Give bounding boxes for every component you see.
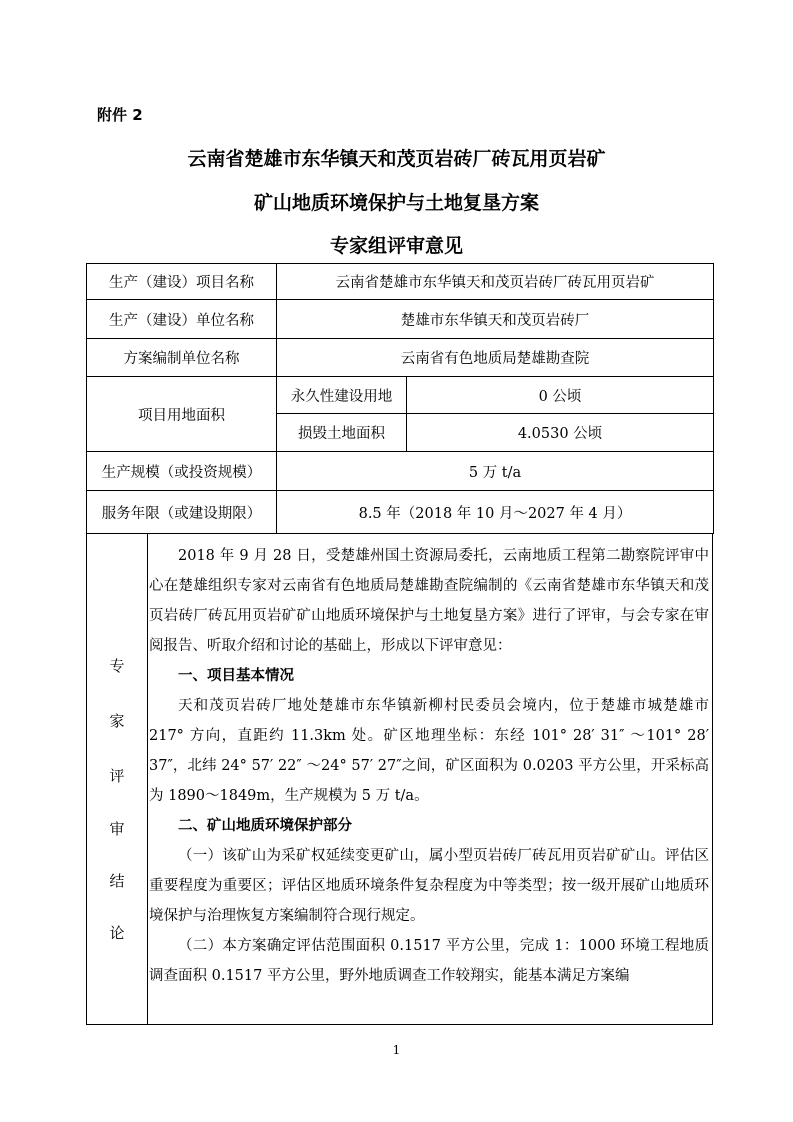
unit-name-value: 楚雄市东华镇天和茂页岩砖厂 — [277, 300, 714, 339]
document-title-line-2: 矿山地质环境保护与土地复垦方案 — [253, 192, 539, 214]
table-row — [87, 339, 714, 377]
permanent-land-label: 永久性建设用地 — [277, 377, 407, 414]
service-label: 服务年限（或建设期限） — [87, 491, 277, 534]
table-row — [87, 491, 714, 534]
table-row — [87, 452, 714, 491]
conclusion-body — [149, 541, 709, 991]
service-value: 8.5 年（2018 年 10 月～2027 年 4 月） — [277, 491, 714, 534]
conclusion-label-char: 家 — [109, 712, 125, 730]
conclusion-label-char: 专 — [109, 657, 125, 675]
section-1-heading: 一、项目基本情况 — [178, 668, 294, 684]
author-label: 方案编制单位名称 — [87, 339, 277, 377]
damaged-land-value: 4.0530 公顷 — [407, 414, 714, 452]
scale-value: 5 万 t/a — [277, 452, 714, 491]
project-info-table — [86, 263, 714, 534]
intro-paragraph: 2018 年 9 月 28 日，受楚雄州国土资源局委托，云南地质工程第二勘察院评审中心在楚雄组织专家对云南省有色地质局楚雄勘查院编制的《云南省楚雄市东华镇天和茂页岩砖厂砖瓦用页岩矿矿山地质环境保护与土地复垦方案》进行了评审，与会专家在审阅报告、听取介绍和讨论的基础上，形成以下评审意见： — [149, 548, 709, 654]
land-area-label: 项目用地面积 — [87, 377, 277, 452]
expert-conclusion-section — [86, 533, 713, 1025]
author-value: 云南省有色地质局楚雄勘查院 — [277, 339, 714, 377]
project-name-value: 云南省楚雄市东华镇天和茂页岩砖厂砖瓦用页岩矿 — [277, 264, 714, 300]
conclusion-label-char: 评 — [109, 767, 125, 785]
conclusion-label-char: 论 — [109, 924, 125, 942]
damaged-land-label: 损毁土地面积 — [277, 414, 407, 452]
section-2-paragraph-1: （一）该矿山为采矿权延续变更矿山，属小型页岩砖厂砖瓦用页岩矿矿山。评估区重要程度为重要区；评估区地质环境条件复杂程度为中等类型；按一级开展矿山地质环境保护与治理恢复方案编制符合现行规定。 — [149, 848, 709, 924]
conclusion-label-char: 审 — [109, 820, 125, 838]
table-row — [87, 377, 714, 414]
section-2-heading: 二、矿山地质环境保护部分 — [178, 818, 352, 834]
document-title-line-3: 专家组评审意见 — [329, 235, 463, 257]
table-row — [87, 300, 714, 339]
table-row — [87, 264, 714, 300]
section-1-paragraph: 天和茂页岩砖厂地处楚雄市东华镇新柳村民委员会境内，位于楚雄市城楚雄市 217° 方向，直距约 11.3km 处。矿区地理坐标：东经 101° 28′ 31″ ～101° 28′ 37″，北纬 24° 57′ 22″ ～24° 57′ 27″之间，矿区面积为 0.0203 平方公里，开采标高为 1890～1849m，生产规模为 5 万 t/a。 — [149, 698, 709, 804]
scale-label: 生产规模（或投资规模） — [87, 452, 277, 491]
project-name-label: 生产（建设）项目名称 — [87, 264, 277, 300]
conclusion-label — [87, 533, 148, 1024]
attachment-label: 附件 2 — [97, 106, 143, 124]
section-2-paragraph-2: （二）本方案确定评估范围面积 0.1517 平方公里，完成 1：1000 环境工程地质调查面积 0.1517 平方公里，野外地质调查工作较翔实，能基本满足方案编 — [149, 938, 709, 984]
permanent-land-value: 0 公顷 — [407, 377, 714, 414]
document-title-line-1: 云南省楚雄市东华镇天和茂页岩砖厂砖瓦用页岩矿 — [187, 148, 606, 170]
conclusion-label-char: 结 — [109, 872, 125, 890]
unit-name-label: 生产（建设）单位名称 — [87, 300, 277, 339]
page-number: 1 — [392, 1043, 401, 1057]
